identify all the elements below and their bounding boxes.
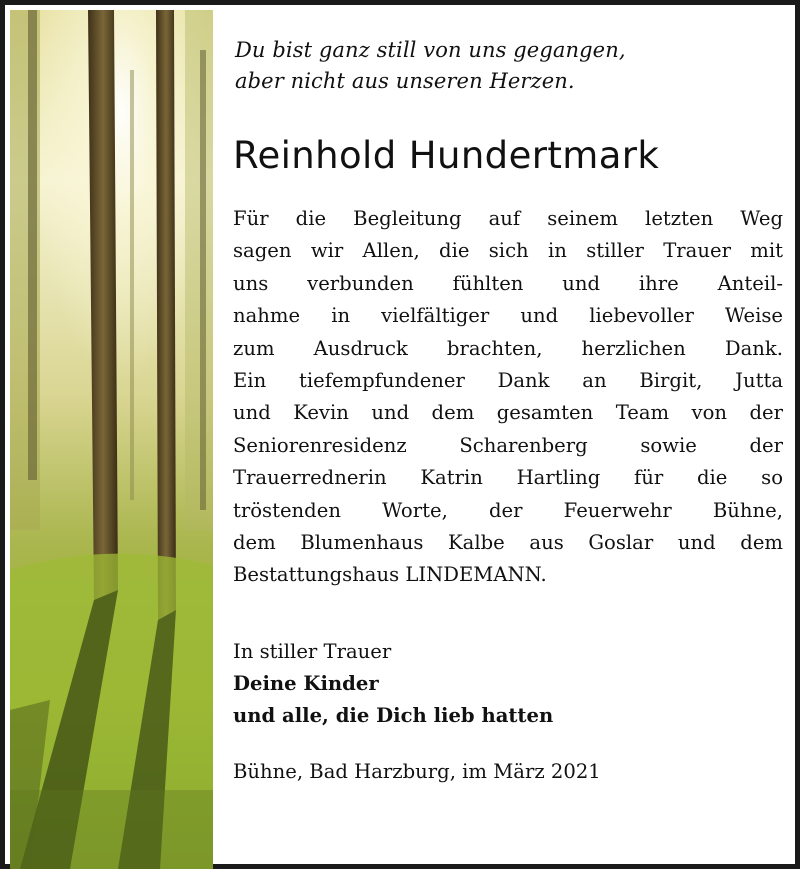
- signed-by-children: Deine Kinder: [233, 671, 379, 695]
- text-line: Ein tiefempfundener Dank an Birgit, Jutta: [233, 369, 783, 393]
- motto: [235, 35, 783, 97]
- mourning-intro: In stiller Trauer: [233, 639, 392, 663]
- mourning-signature: [233, 636, 783, 732]
- text-line: Trauerrednerin Katrin Hartling für die so: [233, 466, 783, 490]
- forest-sunlight-image: [10, 10, 213, 869]
- text-line: Für die Begleitung auf seinem letzten Weg: [233, 207, 783, 230]
- text-line: sagen wir Allen, die sich in stiller Trauer mit: [233, 239, 783, 263]
- text-line: zum Ausdruck brachten, herzlichen Dank.: [233, 336, 783, 360]
- motto-line-2: aber nicht aus unseren Herzen.: [235, 69, 575, 93]
- text-line: Bestattungshaus LINDEMANN.: [233, 563, 547, 587]
- deceased-name: Reinhold Hundertmark: [233, 134, 660, 177]
- signed-by-all: und alle, die Dich lieb hatten: [233, 703, 554, 727]
- text-line: nahme in vielfältiger und liebevoller Weise: [233, 304, 783, 328]
- notice-content: [233, 27, 783, 783]
- text-line: uns verbunden fühlten und ihre Anteil-: [233, 271, 783, 295]
- motto-line-1: Du bist ganz still von uns gegangen,: [235, 38, 626, 62]
- text-line: dem Blumenhaus Kalbe aus Goslar und dem: [233, 531, 783, 555]
- place-and-date: Bühne, Bad Harzburg, im März 2021: [233, 759, 601, 783]
- thank-you-text: [233, 203, 783, 592]
- text-line: und Kevin und dem gesamten Team von der: [233, 401, 783, 425]
- text-line: Seniorenresidenz Scharenberg sowie der: [233, 433, 783, 457]
- text-line: tröstenden Worte, der Feuerwehr Bühne,: [233, 498, 783, 522]
